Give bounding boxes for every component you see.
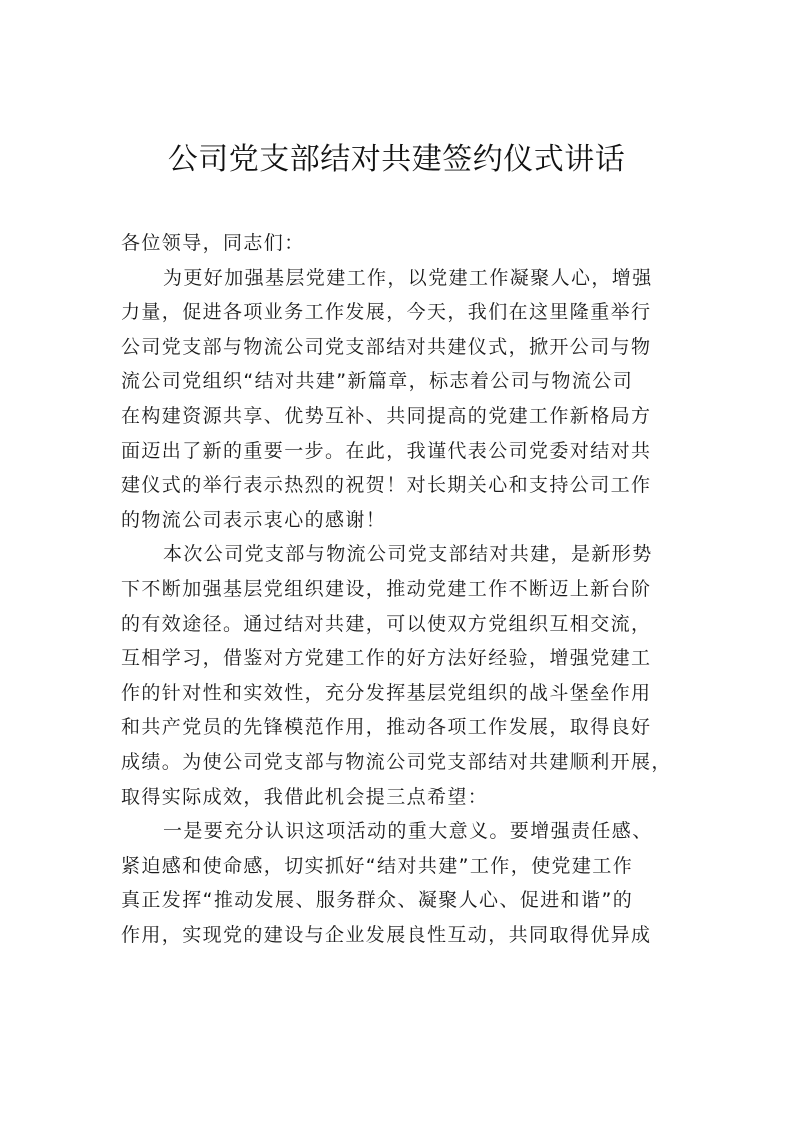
document-title: 公司党支部结对共建签约仪式讲话	[167, 142, 626, 177]
paragraph-2-line-6: 和共产党员的先锋模范作用，推动各项工作发展，取得良好	[121, 716, 652, 739]
paragraph-1-line-7: 建仪式的举行表示热烈的祝贺！对长期关心和支持公司工作	[121, 474, 652, 497]
paragraph-2-line-3: 的有效途径。通过结对共建，可以使双方党组织互相交流，	[121, 612, 652, 635]
paragraph-1-line-1: 为更好加强基层党建工作，以党建工作凝聚人心，增强	[163, 266, 653, 289]
paragraph-3-line-4: 作用，实现党的建设与企业发展良性互动，共同取得优异成	[121, 923, 652, 946]
paragraph-1-line-2: 力量，促进各项业务工作发展，今天，我们在这里隆重举行	[121, 301, 652, 324]
paragraph-1-line-8: 的物流公司表示衷心的感谢！	[121, 508, 387, 531]
paragraph-3-line-1: 一是要充分认识这项活动的重大意义。要增强责任感、	[163, 820, 653, 843]
paragraph-3-line-2: 紧迫感和使命感，切实抓好“结对共建”工作，使党建工作	[121, 854, 634, 877]
document-body	[121, 226, 681, 952]
paragraph-2-line-1: 本次公司党支部与物流公司党支部结对共建，是新形势	[163, 543, 653, 566]
paragraph-2-line-4: 互相学习，借鉴对方党建工作的好方法好经验，增强党建工	[121, 647, 652, 670]
paragraph-2-line-7: 成绩。为使公司党支部与物流公司党支部结对共建顺利开展，	[121, 750, 672, 773]
paragraph-1-line-3: 公司党支部与物流公司党支部结对共建仪式，掀开公司与物	[121, 335, 652, 358]
paragraph-2-line-5: 作的针对性和实效性，充分发挥基层党组织的战斗堡垒作用	[121, 681, 652, 704]
salutation-line: 各位领导，同志们：	[121, 232, 305, 254]
paragraph-1-line-6: 面迈出了新的重要一步。在此，我谨代表公司党委对结对共	[121, 439, 652, 462]
paragraph-1-line-4: 流公司党组织“结对共建”新篇章，标志着公司与物流公司	[121, 370, 634, 393]
paragraph-2-line-8: 取得实际成效，我借此机会提三点希望：	[121, 785, 489, 808]
paragraph-3-line-3: 真正发挥“推动发展、服务群众、凝聚人心、促进和谐”的	[121, 889, 634, 912]
paragraph-1-line-5: 在构建资源共享、优势互补、共同提高的党建工作新格局方	[121, 404, 652, 427]
paragraph-2-line-2: 下不断加强基层党组织建设，推动党建工作不断迈上新台阶	[121, 577, 652, 600]
